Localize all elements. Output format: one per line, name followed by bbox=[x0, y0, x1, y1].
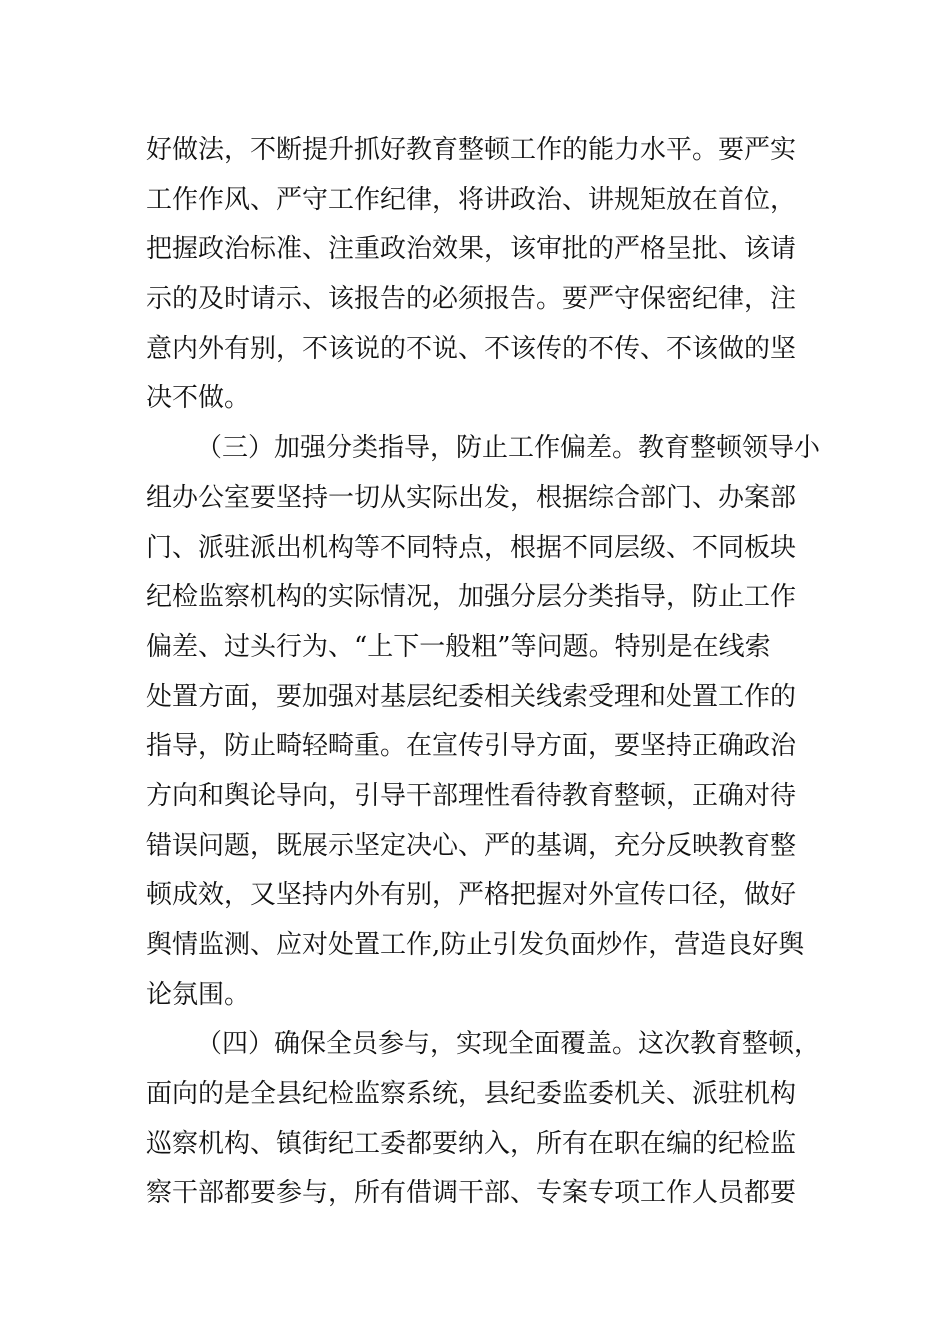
text-line: 错误问题，既展示坚定决心、严的基调，充分反映教育整 bbox=[146, 830, 797, 861]
paragraph-heading-line: （三）加强分类指导，防止工作偏差。教育整顿领导小 bbox=[196, 433, 821, 464]
text-line: 组办公室要坚持一切从实际出发，根据综合部门、办案部 bbox=[146, 482, 797, 513]
paragraph-heading-line: （四）确保全员参与，实现全面覆盖。这次教育整顿， bbox=[196, 1029, 821, 1060]
text-line: 把握政治标准、注重政治效果，该审批的严格呈批、该请 bbox=[146, 234, 797, 265]
text-line: 论氛围。 bbox=[146, 979, 251, 1010]
text-line: 纪检监察机构的实际情况，加强分层分类指导，防止工作 bbox=[146, 582, 797, 613]
text-line: 方向和舆论导向，引导干部理性看待教育整顿，正确对待 bbox=[146, 780, 797, 811]
text-line: 面向的是全县纪检监察系统，县纪委监委机关、派驻机构 bbox=[146, 1079, 797, 1110]
text-line: 顿成效，又坚持内外有别，严格把握对外宣传口径，做好 bbox=[146, 880, 797, 911]
text-line: 好做法，不断提升抓好教育整顿工作的能力水平。要严实 bbox=[146, 135, 797, 165]
body-text bbox=[146, 126, 821, 1219]
text-line: 指导，防止畸轻畸重。在宣传引导方面，要坚持正确政治 bbox=[146, 731, 797, 762]
text-line: 门、派驻派出机构等不同特点，根据不同层级、不同板块 bbox=[146, 532, 797, 563]
text-line: 巡察机构、镇街纪工委都要纳入，所有在职在编的纪检监 bbox=[146, 1128, 797, 1159]
text-line: 舆情监测、应对处置工作,防止引发负面炒作，营造良好舆 bbox=[146, 930, 805, 960]
text-line: 处置方面，要加强对基层纪委相关线索受理和处置工作的 bbox=[146, 681, 797, 712]
text-line: 示的及时请示、该报告的必须报告。要严守保密纪律，注 bbox=[146, 284, 797, 315]
text-line: 察干部都要参与，所有借调干部、专案专项工作人员都要 bbox=[146, 1178, 797, 1209]
text-line: 工作作风、严守工作纪律，将讲政治、讲规矩放在首位， bbox=[146, 184, 797, 215]
text-line: 偏差、过头行为、“上下一般粗”等问题。特别是在线索 bbox=[146, 631, 771, 662]
text-line: 意内外有别，不该说的不说、不该传的不传、不该做的坚 bbox=[146, 333, 797, 364]
text-line: 决不做。 bbox=[146, 383, 251, 414]
